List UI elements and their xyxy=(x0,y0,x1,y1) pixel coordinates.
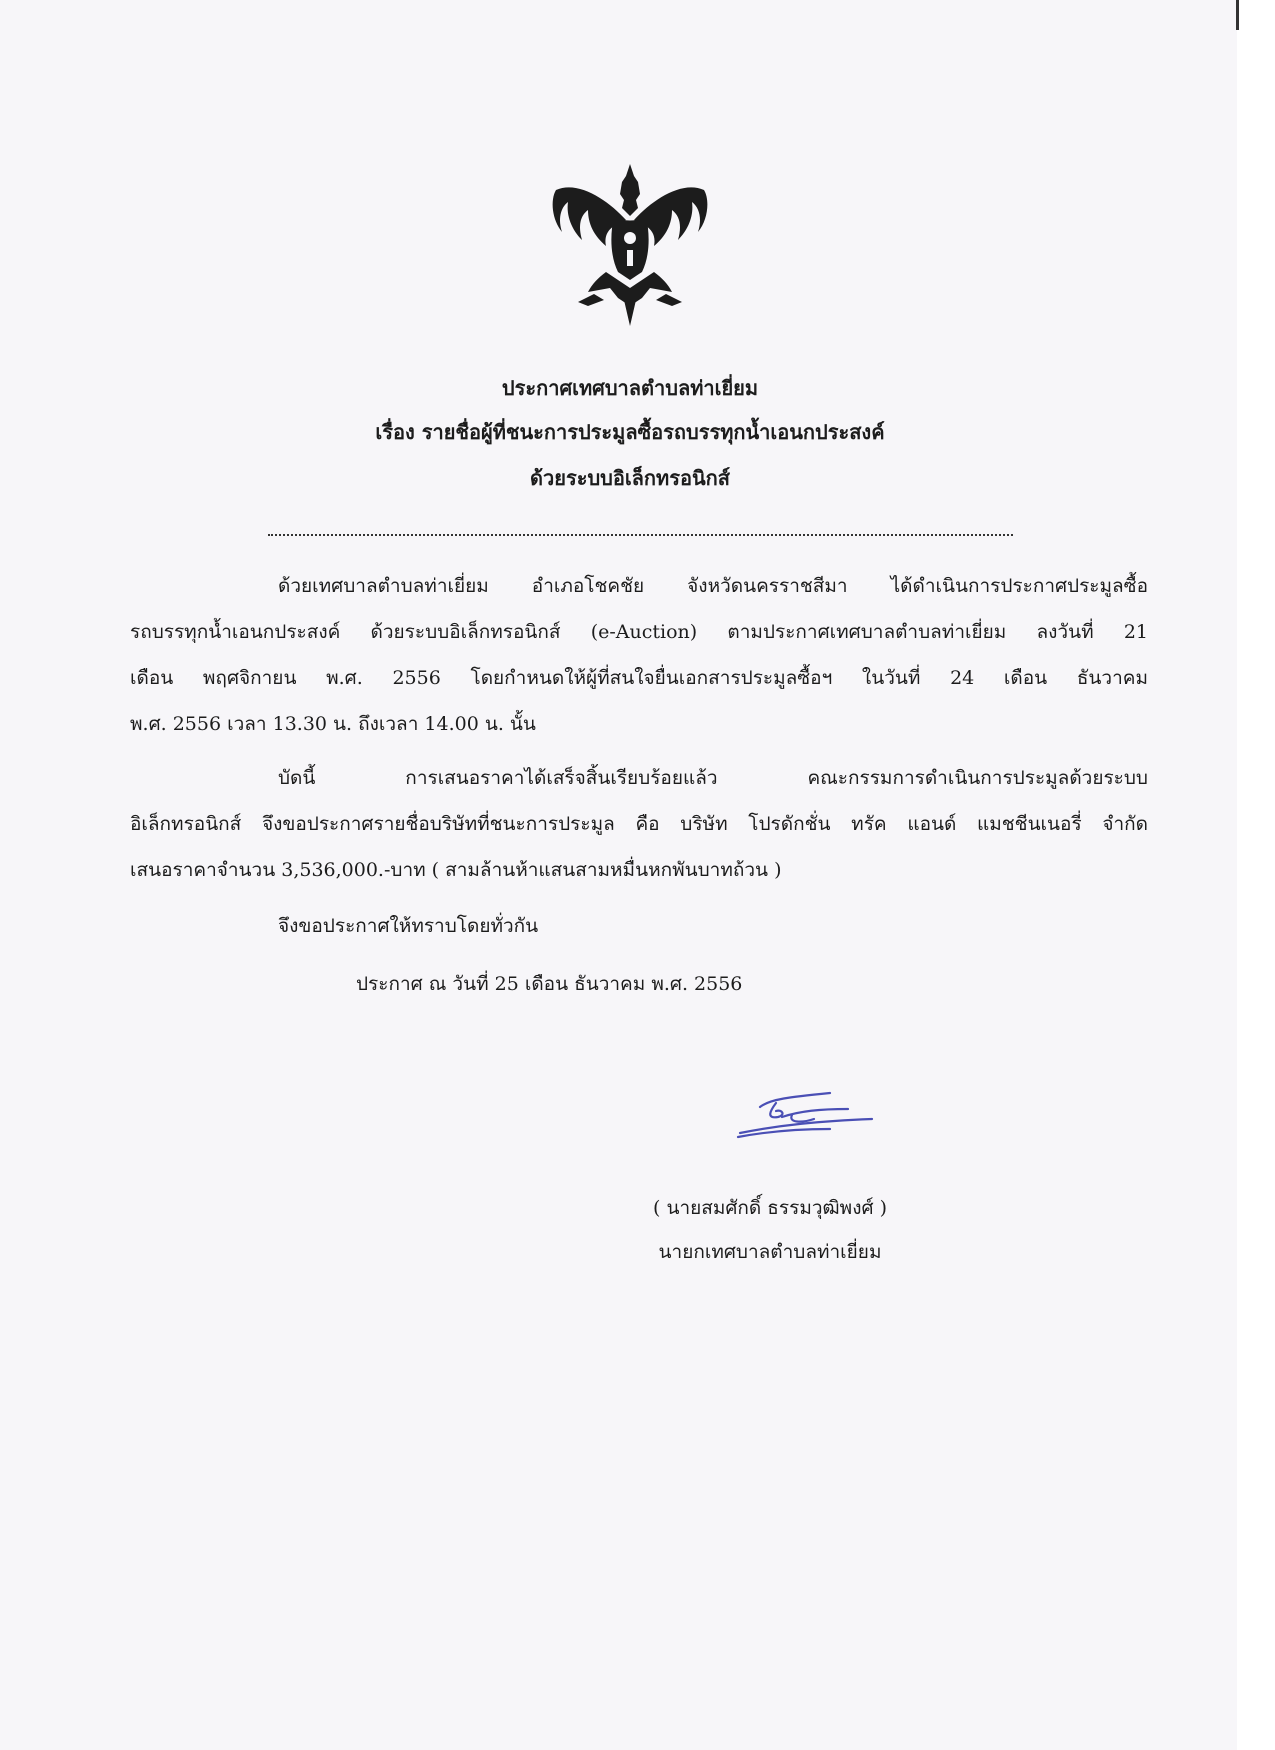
paragraph2-line2: อิเล็กทรอนิกส์ จึงขอประกาศรายชื่อบริษัทที่ชนะการประมูล คือ บริษัท โปรดักชั่น ทรัค แอนด์ แมชชีนเนอรี่ จำกัด xyxy=(130,813,1148,835)
paragraph1-line4: พ.ศ. 2556 เวลา 13.30 น. ถึงเวลา 14.00 น. นั้น xyxy=(130,713,536,735)
announcement-date: ประกาศ ณ วันที่ 25 เดือน ธันวาคม พ.ศ. 2556 xyxy=(356,973,743,995)
paragraph2-line3: เสนอราคาจำนวน 3,536,000.-บาท ( สามล้านห้าแสนสามหมื่นหกพันบาทถ้วน ) xyxy=(130,859,782,881)
subject-subtitle: ด้วยระบบอิเล็กทรอนิกส์ xyxy=(530,466,730,490)
paragraph2-line1: บัดนี้ การเสนอราคาได้เสร็จสิ้นเรียบร้อยแล้ว คณะกรรมการดำเนินการประมูลด้วยระบบ xyxy=(278,767,1148,789)
signatory-name: ( นายสมศักดิ์ ธรรมวุฒิพงศ์ ) xyxy=(653,1197,887,1219)
garuda-emblem-icon xyxy=(548,160,712,328)
subject-title: เรื่อง รายชื่อผู้ที่ชนะการประมูลซื้อรถบรรทุกน้ำเอนกประสงค์ xyxy=(375,420,885,444)
closing-statement: จึงขอประกาศให้ทราบโดยทั่วกัน xyxy=(278,915,539,937)
paragraph1-line1: ด้วยเทศบาลตำบลท่าเยี่ยม อำเภอโชคชัย จังหวัดนครราชสีมา ได้ดำเนินการประกาศประมูลซื้อ xyxy=(278,575,1148,597)
signature-icon xyxy=(730,1085,880,1145)
title-divider xyxy=(268,534,1013,536)
paragraph1-line2: รถบรรทุกน้ำเอนกประสงค์ ด้วยระบบอิเล็กทรอนิกส์ (e-Auction) ตามประกาศเทศบาลตำบลท่าเยี่ยม ลงวันที่ 21 xyxy=(130,621,1148,643)
page-margin-right xyxy=(1237,0,1275,1750)
page-edge-mark xyxy=(1236,0,1239,30)
paragraph1-line3: เดือน พฤศจิกายน พ.ศ. 2556 โดยกำหนดให้ผู้ที่สนใจยื่นเอกสารประมูลซื้อฯ ในวันที่ 24 เดือน ธันวาคม xyxy=(130,667,1148,689)
page-title: ประกาศเทศบาลตำบลท่าเยี่ยม xyxy=(501,376,759,400)
signatory-position: นายกเทศบาลตำบลท่าเยี่ยม xyxy=(658,1241,882,1263)
